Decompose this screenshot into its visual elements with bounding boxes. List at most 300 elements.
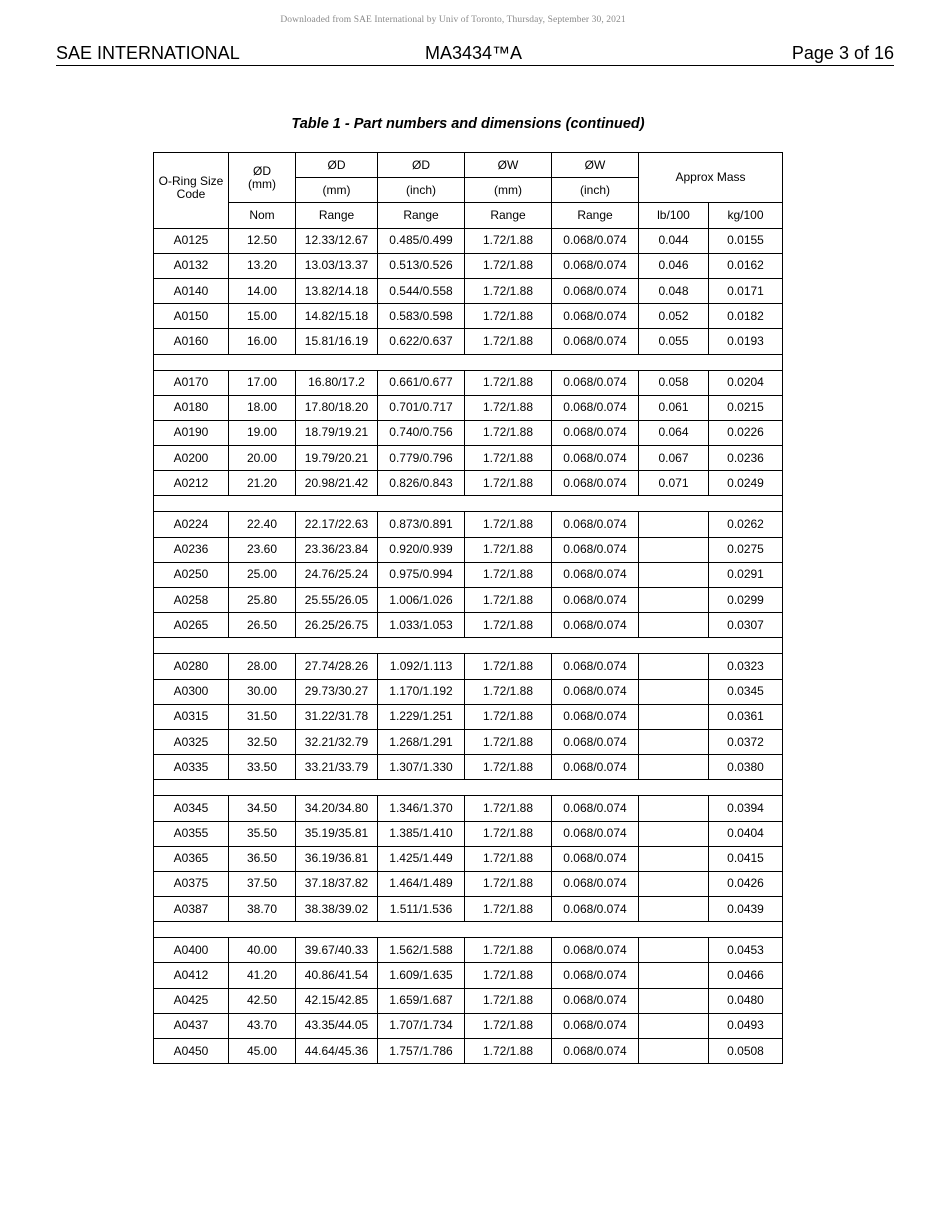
header-w-inch-unit: (inch): [552, 178, 639, 203]
cell-mass-lb100: 0.064: [639, 420, 709, 445]
cell-mass-lb100: [639, 871, 709, 896]
cell-w-inch-range: 0.068/0.074: [552, 395, 639, 420]
cell-size-code: A0325: [154, 729, 229, 754]
cell-od-mm-range: 43.35/44.05: [296, 1013, 378, 1038]
header-w-mm-range: Range: [465, 203, 552, 228]
cell-mass-lb100: [639, 537, 709, 562]
cell-size-code: A0212: [154, 471, 229, 496]
table-row: [154, 278, 783, 303]
header-w-mm-unit: (mm): [465, 178, 552, 203]
cell-mass-kg100: 0.0249: [709, 471, 783, 496]
group-separator-cell: [154, 922, 783, 938]
cell-od-mm-range: 44.64/45.36: [296, 1039, 378, 1064]
cell-w-mm-range: 1.72/1.88: [465, 704, 552, 729]
cell-od-mm-range: 26.25/26.75: [296, 613, 378, 638]
cell-w-inch-range: 0.068/0.074: [552, 796, 639, 821]
table-header: [154, 153, 783, 229]
cell-od-nom: 37.50: [229, 871, 296, 896]
cell-od-nom: 33.50: [229, 755, 296, 780]
cell-od-nom: 28.00: [229, 654, 296, 679]
cell-size-code: A0258: [154, 588, 229, 613]
cell-od-inch-range: 1.033/1.053: [378, 613, 465, 638]
cell-od-nom: 13.20: [229, 253, 296, 278]
cell-w-inch-range: 0.068/0.074: [552, 446, 639, 471]
cell-od-nom: 22.40: [229, 512, 296, 537]
cell-od-nom: 42.50: [229, 988, 296, 1013]
cell-mass-lb100: [639, 654, 709, 679]
cell-od-inch-range: 0.544/0.558: [378, 278, 465, 303]
cell-mass-lb100: [639, 963, 709, 988]
table-row: [154, 537, 783, 562]
table-row: [154, 846, 783, 871]
cell-w-mm-range: 1.72/1.88: [465, 654, 552, 679]
cell-mass-kg100: 0.0439: [709, 897, 783, 922]
cell-mass-lb100: 0.055: [639, 329, 709, 354]
table-row: [154, 446, 783, 471]
cell-od-nom: 12.50: [229, 228, 296, 253]
cell-od-nom: 16.00: [229, 329, 296, 354]
cell-size-code: A0236: [154, 537, 229, 562]
cell-w-mm-range: 1.72/1.88: [465, 963, 552, 988]
cell-mass-lb100: [639, 821, 709, 846]
header-w-inch-range: Range: [552, 203, 639, 228]
cell-w-mm-range: 1.72/1.88: [465, 471, 552, 496]
cell-size-code: A0200: [154, 446, 229, 471]
cell-od-mm-range: 40.86/41.54: [296, 963, 378, 988]
cell-w-inch-range: 0.068/0.074: [552, 278, 639, 303]
cell-size-code: A0170: [154, 370, 229, 395]
cell-mass-kg100: 0.0307: [709, 613, 783, 638]
cell-od-nom: 34.50: [229, 796, 296, 821]
header-od-nom-symbol: ØD: [253, 163, 271, 178]
header-od-mm-unit: (mm): [296, 178, 378, 203]
cell-size-code: A0190: [154, 420, 229, 445]
cell-od-inch-range: 1.511/1.536: [378, 897, 465, 922]
cell-w-inch-range: 0.068/0.074: [552, 613, 639, 638]
cell-mass-lb100: 0.071: [639, 471, 709, 496]
cell-w-mm-range: 1.72/1.88: [465, 370, 552, 395]
cell-w-inch-range: 0.068/0.074: [552, 329, 639, 354]
cell-size-code: A0132: [154, 253, 229, 278]
cell-od-inch-range: 1.562/1.588: [378, 938, 465, 963]
cell-od-mm-range: 16.80/17.2: [296, 370, 378, 395]
cell-od-nom: 45.00: [229, 1039, 296, 1064]
cell-od-mm-range: 19.79/20.21: [296, 446, 378, 471]
cell-od-inch-range: 1.757/1.786: [378, 1039, 465, 1064]
cell-mass-lb100: 0.058: [639, 370, 709, 395]
cell-w-inch-range: 0.068/0.074: [552, 755, 639, 780]
cell-od-mm-range: 42.15/42.85: [296, 988, 378, 1013]
table-row: [154, 613, 783, 638]
cell-w-mm-range: 1.72/1.88: [465, 329, 552, 354]
cell-od-nom: 25.00: [229, 562, 296, 587]
cell-w-inch-range: 0.068/0.074: [552, 471, 639, 496]
header-od-inch-unit: (inch): [378, 178, 465, 203]
cell-od-nom: 21.20: [229, 471, 296, 496]
cell-size-code: A0437: [154, 1013, 229, 1038]
cell-od-mm-range: 31.22/31.78: [296, 704, 378, 729]
table-row: [154, 228, 783, 253]
cell-size-code: A0400: [154, 938, 229, 963]
table-row: [154, 729, 783, 754]
cell-size-code: A0365: [154, 846, 229, 871]
table-caption: Table 1 - Part numbers and dimensions (continued): [291, 116, 645, 132]
cell-mass-lb100: [639, 897, 709, 922]
cell-od-mm-range: 39.67/40.33: [296, 938, 378, 963]
table-row: [154, 420, 783, 445]
cell-size-code: A0345: [154, 796, 229, 821]
cell-w-mm-range: 1.72/1.88: [465, 395, 552, 420]
cell-od-inch-range: 0.622/0.637: [378, 329, 465, 354]
cell-mass-lb100: [639, 588, 709, 613]
cell-mass-lb100: [639, 1039, 709, 1064]
cell-od-inch-range: 0.826/0.843: [378, 471, 465, 496]
cell-mass-kg100: 0.0493: [709, 1013, 783, 1038]
cell-mass-lb100: [639, 729, 709, 754]
header-od-mm: ØD: [296, 153, 378, 178]
cell-size-code: A0335: [154, 755, 229, 780]
cell-mass-lb100: 0.044: [639, 228, 709, 253]
cell-w-inch-range: 0.068/0.074: [552, 228, 639, 253]
cell-w-inch-range: 0.068/0.074: [552, 304, 639, 329]
cell-w-inch-range: 0.068/0.074: [552, 562, 639, 587]
cell-w-mm-range: 1.72/1.88: [465, 420, 552, 445]
cell-w-mm-range: 1.72/1.88: [465, 562, 552, 587]
cell-od-inch-range: 0.661/0.677: [378, 370, 465, 395]
group-separator-cell: [154, 354, 783, 370]
cell-od-nom: 41.20: [229, 963, 296, 988]
cell-od-inch-range: 1.659/1.687: [378, 988, 465, 1013]
cell-od-mm-range: 20.98/21.42: [296, 471, 378, 496]
cell-size-code: A0387: [154, 897, 229, 922]
header-w-mm: ØW: [465, 153, 552, 178]
cell-mass-lb100: [639, 938, 709, 963]
page-header: [56, 43, 894, 66]
cell-mass-lb100: 0.061: [639, 395, 709, 420]
cell-w-inch-range: 0.068/0.074: [552, 1013, 639, 1038]
table-row: [154, 704, 783, 729]
cell-od-inch-range: 0.513/0.526: [378, 253, 465, 278]
cell-w-inch-range: 0.068/0.074: [552, 537, 639, 562]
cell-od-mm-range: 37.18/37.82: [296, 871, 378, 896]
header-kg100: kg/100: [709, 203, 783, 228]
table-row: [154, 395, 783, 420]
cell-mass-lb100: [639, 679, 709, 704]
table-row: [154, 897, 783, 922]
header-od-nom-unit: (mm): [248, 176, 276, 191]
cell-od-inch-range: 0.583/0.598: [378, 304, 465, 329]
cell-size-code: A0160: [154, 329, 229, 354]
cell-mass-lb100: 0.046: [639, 253, 709, 278]
cell-mass-lb100: 0.048: [639, 278, 709, 303]
cell-w-inch-range: 0.068/0.074: [552, 704, 639, 729]
cell-mass-kg100: 0.0480: [709, 988, 783, 1013]
cell-mass-kg100: 0.0171: [709, 278, 783, 303]
cell-od-mm-range: 29.73/30.27: [296, 679, 378, 704]
table-body: [154, 228, 783, 1064]
group-separator-row: [154, 496, 783, 512]
cell-size-code: A0140: [154, 278, 229, 303]
cell-mass-kg100: 0.0204: [709, 370, 783, 395]
cell-od-mm-range: 36.19/36.81: [296, 846, 378, 871]
cell-mass-kg100: 0.0345: [709, 679, 783, 704]
cell-w-mm-range: 1.72/1.88: [465, 1039, 552, 1064]
cell-od-mm-range: 32.21/32.79: [296, 729, 378, 754]
cell-od-mm-range: 33.21/33.79: [296, 755, 378, 780]
cell-od-nom: 19.00: [229, 420, 296, 445]
cell-size-code: A0265: [154, 613, 229, 638]
cell-od-nom: 30.00: [229, 679, 296, 704]
cell-od-mm-range: 18.79/19.21: [296, 420, 378, 445]
cell-od-mm-range: 35.19/35.81: [296, 821, 378, 846]
cell-od-nom: 38.70: [229, 897, 296, 922]
table-row: [154, 963, 783, 988]
cell-mass-lb100: [639, 755, 709, 780]
header-organization: SAE INTERNATIONAL: [56, 43, 240, 63]
cell-size-code: A0300: [154, 679, 229, 704]
cell-od-inch-range: 0.920/0.939: [378, 537, 465, 562]
cell-w-mm-range: 1.72/1.88: [465, 846, 552, 871]
cell-od-mm-range: 13.03/13.37: [296, 253, 378, 278]
cell-w-mm-range: 1.72/1.88: [465, 304, 552, 329]
cell-w-mm-range: 1.72/1.88: [465, 821, 552, 846]
table-row: [154, 938, 783, 963]
header-od-mm-range: Range: [296, 203, 378, 228]
header-od-nom: [229, 153, 296, 203]
cell-mass-kg100: 0.0415: [709, 846, 783, 871]
cell-mass-lb100: 0.052: [639, 304, 709, 329]
cell-od-mm-range: 27.74/28.26: [296, 654, 378, 679]
cell-size-code: A0375: [154, 871, 229, 896]
table-row: [154, 370, 783, 395]
cell-mass-lb100: [639, 1013, 709, 1038]
cell-size-code: A0355: [154, 821, 229, 846]
cell-od-nom: 20.00: [229, 446, 296, 471]
cell-mass-kg100: 0.0372: [709, 729, 783, 754]
cell-od-nom: 32.50: [229, 729, 296, 754]
cell-od-inch-range: 1.307/1.330: [378, 755, 465, 780]
cell-w-mm-range: 1.72/1.88: [465, 512, 552, 537]
table-row: [154, 1039, 783, 1064]
cell-od-mm-range: 25.55/26.05: [296, 588, 378, 613]
table-row: [154, 471, 783, 496]
table-row: [154, 755, 783, 780]
cell-od-inch-range: 1.425/1.449: [378, 846, 465, 871]
table-row: [154, 253, 783, 278]
cell-w-mm-range: 1.72/1.88: [465, 729, 552, 754]
cell-od-nom: 25.80: [229, 588, 296, 613]
part-dimensions-table: [153, 152, 783, 1064]
cell-w-inch-range: 0.068/0.074: [552, 729, 639, 754]
header-page-number: Page 3 of 16: [791, 43, 894, 63]
cell-size-code: A0412: [154, 963, 229, 988]
cell-mass-kg100: 0.0508: [709, 1039, 783, 1064]
cell-od-inch-range: 1.707/1.734: [378, 1013, 465, 1038]
cell-w-inch-range: 0.068/0.074: [552, 821, 639, 846]
table-row: [154, 1013, 783, 1038]
cell-od-inch-range: 1.385/1.410: [378, 821, 465, 846]
cell-od-nom: 35.50: [229, 821, 296, 846]
cell-od-nom: 17.00: [229, 370, 296, 395]
cell-mass-kg100: 0.0236: [709, 446, 783, 471]
cell-mass-lb100: [639, 796, 709, 821]
cell-od-mm-range: 22.17/22.63: [296, 512, 378, 537]
table-row: [154, 588, 783, 613]
cell-w-inch-range: 0.068/0.074: [552, 512, 639, 537]
cell-od-mm-range: 34.20/34.80: [296, 796, 378, 821]
cell-size-code: A0250: [154, 562, 229, 587]
cell-od-nom: 15.00: [229, 304, 296, 329]
cell-mass-kg100: 0.0361: [709, 704, 783, 729]
cell-w-mm-range: 1.72/1.88: [465, 871, 552, 896]
cell-mass-lb100: [639, 988, 709, 1013]
cell-od-inch-range: 1.092/1.113: [378, 654, 465, 679]
table-row: [154, 871, 783, 896]
cell-mass-kg100: 0.0182: [709, 304, 783, 329]
cell-w-inch-range: 0.068/0.074: [552, 988, 639, 1013]
cell-mass-kg100: 0.0404: [709, 821, 783, 846]
cell-od-mm-range: 23.36/23.84: [296, 537, 378, 562]
cell-mass-lb100: [639, 512, 709, 537]
cell-w-mm-range: 1.72/1.88: [465, 897, 552, 922]
table-row: [154, 679, 783, 704]
cell-w-inch-range: 0.068/0.074: [552, 654, 639, 679]
cell-w-inch-range: 0.068/0.074: [552, 871, 639, 896]
cell-mass-kg100: 0.0275: [709, 537, 783, 562]
header-approx-mass: Approx Mass: [639, 153, 783, 203]
cell-w-mm-range: 1.72/1.88: [465, 278, 552, 303]
cell-od-inch-range: 1.229/1.251: [378, 704, 465, 729]
cell-mass-kg100: 0.0193: [709, 329, 783, 354]
cell-mass-kg100: 0.0162: [709, 253, 783, 278]
cell-od-mm-range: 17.80/18.20: [296, 395, 378, 420]
cell-od-inch-range: 1.268/1.291: [378, 729, 465, 754]
cell-w-mm-range: 1.72/1.88: [465, 253, 552, 278]
cell-mass-lb100: [639, 846, 709, 871]
cell-w-inch-range: 0.068/0.074: [552, 897, 639, 922]
group-separator-row: [154, 638, 783, 654]
cell-w-inch-range: 0.068/0.074: [552, 679, 639, 704]
cell-w-inch-range: 0.068/0.074: [552, 253, 639, 278]
cell-od-inch-range: 0.701/0.717: [378, 395, 465, 420]
cell-mass-lb100: [639, 562, 709, 587]
cell-od-inch-range: 1.346/1.370: [378, 796, 465, 821]
cell-od-mm-range: 38.38/39.02: [296, 897, 378, 922]
header-nom: Nom: [229, 203, 296, 228]
cell-od-nom: 36.50: [229, 846, 296, 871]
cell-size-code: A0315: [154, 704, 229, 729]
cell-w-mm-range: 1.72/1.88: [465, 988, 552, 1013]
cell-mass-kg100: 0.0291: [709, 562, 783, 587]
download-watermark: Downloaded from SAE International by Univ of Toronto, Thursday, September 30, 2021: [280, 15, 626, 25]
cell-w-mm-range: 1.72/1.88: [465, 537, 552, 562]
cell-size-code: A0150: [154, 304, 229, 329]
header-lb100: lb/100: [639, 203, 709, 228]
cell-mass-lb100: [639, 704, 709, 729]
table-row: [154, 796, 783, 821]
cell-mass-kg100: 0.0155: [709, 228, 783, 253]
cell-w-mm-range: 1.72/1.88: [465, 588, 552, 613]
cell-od-mm-range: 15.81/16.19: [296, 329, 378, 354]
cell-w-inch-range: 0.068/0.074: [552, 588, 639, 613]
cell-mass-kg100: 0.0426: [709, 871, 783, 896]
cell-od-nom: 23.60: [229, 537, 296, 562]
group-separator-cell: [154, 496, 783, 512]
cell-od-inch-range: 0.873/0.891: [378, 512, 465, 537]
cell-od-inch-range: 1.609/1.635: [378, 963, 465, 988]
group-separator-row: [154, 354, 783, 370]
table-row: [154, 821, 783, 846]
header-w-inch: ØW: [552, 153, 639, 178]
table-row: [154, 654, 783, 679]
cell-od-nom: 18.00: [229, 395, 296, 420]
cell-od-mm-range: 12.33/12.67: [296, 228, 378, 253]
cell-mass-kg100: 0.0299: [709, 588, 783, 613]
cell-od-mm-range: 14.82/15.18: [296, 304, 378, 329]
cell-w-inch-range: 0.068/0.074: [552, 963, 639, 988]
cell-mass-kg100: 0.0262: [709, 512, 783, 537]
cell-od-mm-range: 13.82/14.18: [296, 278, 378, 303]
group-separator-row: [154, 780, 783, 796]
cell-mass-kg100: 0.0394: [709, 796, 783, 821]
header-od-inch-range: Range: [378, 203, 465, 228]
group-separator-cell: [154, 638, 783, 654]
header-od-inch: ØD: [378, 153, 465, 178]
cell-w-mm-range: 1.72/1.88: [465, 446, 552, 471]
cell-size-code: A0224: [154, 512, 229, 537]
header-document-id: MA3434™A: [425, 43, 523, 63]
cell-od-nom: 43.70: [229, 1013, 296, 1038]
cell-od-inch-range: 1.006/1.026: [378, 588, 465, 613]
cell-w-mm-range: 1.72/1.88: [465, 1013, 552, 1038]
cell-od-inch-range: 0.740/0.756: [378, 420, 465, 445]
cell-w-mm-range: 1.72/1.88: [465, 938, 552, 963]
cell-mass-kg100: 0.0215: [709, 395, 783, 420]
cell-mass-lb100: 0.067: [639, 446, 709, 471]
cell-w-inch-range: 0.068/0.074: [552, 846, 639, 871]
cell-od-inch-range: 0.485/0.499: [378, 228, 465, 253]
cell-w-inch-range: 0.068/0.074: [552, 938, 639, 963]
cell-od-nom: 26.50: [229, 613, 296, 638]
cell-od-inch-range: 0.779/0.796: [378, 446, 465, 471]
cell-od-inch-range: 0.975/0.994: [378, 562, 465, 587]
cell-mass-kg100: 0.0380: [709, 755, 783, 780]
cell-w-inch-range: 0.068/0.074: [552, 1039, 639, 1064]
cell-w-mm-range: 1.72/1.88: [465, 613, 552, 638]
cell-mass-kg100: 0.0226: [709, 420, 783, 445]
cell-size-code: A0280: [154, 654, 229, 679]
cell-mass-lb100: [639, 613, 709, 638]
cell-od-nom: 31.50: [229, 704, 296, 729]
cell-w-mm-range: 1.72/1.88: [465, 755, 552, 780]
group-separator-row: [154, 922, 783, 938]
cell-od-inch-range: 1.464/1.489: [378, 871, 465, 896]
table-row: [154, 562, 783, 587]
table-row: [154, 512, 783, 537]
cell-w-inch-range: 0.068/0.074: [552, 420, 639, 445]
cell-size-code: A0180: [154, 395, 229, 420]
cell-mass-kg100: 0.0323: [709, 654, 783, 679]
cell-w-mm-range: 1.72/1.88: [465, 796, 552, 821]
cell-mass-kg100: 0.0466: [709, 963, 783, 988]
cell-od-mm-range: 24.76/25.24: [296, 562, 378, 587]
header-size-code: O-Ring Size Code: [154, 153, 229, 229]
table-row: [154, 329, 783, 354]
group-separator-cell: [154, 780, 783, 796]
cell-od-nom: 40.00: [229, 938, 296, 963]
cell-size-code: A0425: [154, 988, 229, 1013]
cell-od-nom: 14.00: [229, 278, 296, 303]
